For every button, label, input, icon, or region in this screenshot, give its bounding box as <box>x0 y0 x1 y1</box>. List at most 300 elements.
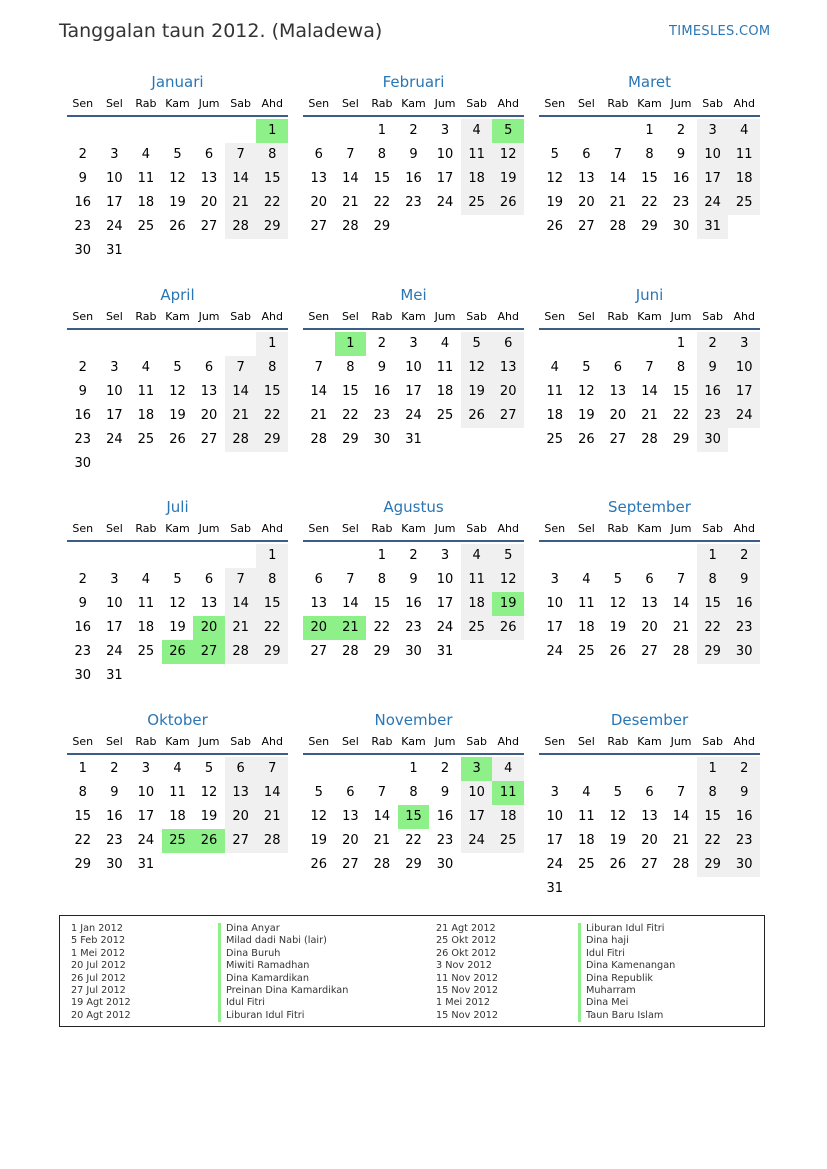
day-cell[interactable]: 9 <box>377 360 387 375</box>
day-cell[interactable]: 27 <box>609 432 627 447</box>
day-cell[interactable]: 14 <box>310 384 328 399</box>
day-cell[interactable]: 12 <box>200 785 218 800</box>
day-cell[interactable]: 15 <box>672 384 690 399</box>
day-cell[interactable]: 17 <box>468 809 485 824</box>
day-cell[interactable]: 7 <box>314 360 323 375</box>
day-cell[interactable]: 16 <box>106 809 123 824</box>
day-cell[interactable]: 15 <box>373 171 391 186</box>
day-cell[interactable]: 19 <box>200 809 218 824</box>
day-cell[interactable]: 2 <box>78 147 87 162</box>
day-cell[interactable]: 28 <box>672 857 690 872</box>
day-cell[interactable]: 22 <box>74 833 92 848</box>
day-cell[interactable]: 9 <box>440 785 450 800</box>
day-cell[interactable]: 18 <box>137 195 155 210</box>
day-cell[interactable]: 30 <box>74 456 92 471</box>
day-cell[interactable]: 28 <box>310 432 328 447</box>
day-cell[interactable]: 1 <box>409 761 418 776</box>
day-cell[interactable]: 10 <box>106 384 123 399</box>
day-cell[interactable]: 18 <box>546 408 564 423</box>
day-cell[interactable]: 22 <box>672 408 690 423</box>
day-cell[interactable]: 4 <box>582 785 591 800</box>
day-cell[interactable]: 12 <box>499 572 517 587</box>
day-cell[interactable]: 2 <box>676 123 686 138</box>
day-cell[interactable]: 3 <box>550 785 559 800</box>
day-cell[interactable]: 3 <box>409 336 418 351</box>
day-cell[interactable]: 18 <box>468 596 485 611</box>
day-cell[interactable]: 6 <box>204 147 214 162</box>
day-cell[interactable]: 16 <box>373 384 391 399</box>
day-cell[interactable]: 20 <box>342 833 359 848</box>
day-cell[interactable]: 11 <box>137 171 155 186</box>
day-cell[interactable]: 14 <box>342 596 359 611</box>
day-cell[interactable]: 14 <box>672 809 690 824</box>
day-cell[interactable]: 31 <box>106 243 123 258</box>
day-cell[interactable]: 6 <box>314 147 323 162</box>
day-cell[interactable]: 6 <box>314 572 323 587</box>
day-cell[interactable]: 2 <box>740 761 749 776</box>
day-cell[interactable]: 21 <box>342 195 359 210</box>
day-cell[interactable]: 27 <box>578 219 595 234</box>
day-cell[interactable]: 16 <box>672 171 690 186</box>
day-cell[interactable]: 27 <box>499 408 517 423</box>
day-cell[interactable]: 21 <box>232 195 249 210</box>
day-cell[interactable]: 31 <box>436 644 454 659</box>
day-cell[interactable]: 2 <box>409 123 418 138</box>
day-cell[interactable]: 21 <box>310 408 328 423</box>
day-cell[interactable]: 17 <box>106 195 123 210</box>
day-cell[interactable]: 31 <box>137 857 155 872</box>
day-cell[interactable]: 15 <box>373 596 391 611</box>
day-cell[interactable]: 26 <box>578 432 595 447</box>
day-cell[interactable]: 2 <box>409 548 418 563</box>
day-cell[interactable]: 4 <box>141 147 151 162</box>
day-cell[interactable]: 23 <box>704 408 721 423</box>
day-cell[interactable]: 5 <box>173 147 182 162</box>
day-cell[interactable]: 14 <box>609 171 627 186</box>
day-cell[interactable]: 13 <box>578 171 595 186</box>
day-cell[interactable]: 29 <box>373 219 391 234</box>
holiday-day-cell[interactable]: 20 <box>303 616 335 640</box>
day-cell[interactable]: 21 <box>641 408 658 423</box>
day-cell[interactable]: 30 <box>74 668 92 683</box>
day-cell[interactable]: 17 <box>436 596 454 611</box>
holiday-day-cell[interactable]: 5 <box>492 119 524 143</box>
day-cell[interactable]: 30 <box>436 857 454 872</box>
day-cell[interactable]: 12 <box>499 147 517 162</box>
day-cell[interactable]: 2 <box>740 548 749 563</box>
day-cell[interactable]: 21 <box>232 408 249 423</box>
day-cell[interactable]: 26 <box>169 432 186 447</box>
holiday-day-cell[interactable]: 19 <box>492 592 524 616</box>
day-cell[interactable]: 23 <box>106 833 123 848</box>
day-cell[interactable]: 24 <box>405 408 422 423</box>
day-cell[interactable]: 28 <box>342 644 359 659</box>
day-cell[interactable]: 22 <box>373 195 391 210</box>
day-cell[interactable]: 11 <box>578 809 595 824</box>
day-cell[interactable]: 11 <box>137 384 155 399</box>
day-cell[interactable]: 20 <box>609 408 627 423</box>
day-cell[interactable]: 12 <box>609 596 627 611</box>
day-cell[interactable]: 10 <box>106 596 123 611</box>
day-cell[interactable]: 24 <box>704 195 721 210</box>
day-cell[interactable]: 16 <box>704 384 721 399</box>
day-cell[interactable]: 24 <box>106 644 123 659</box>
holiday-day-cell[interactable]: 20 <box>193 616 225 640</box>
day-cell[interactable]: 9 <box>740 572 749 587</box>
day-cell[interactable]: 7 <box>676 572 686 587</box>
day-cell[interactable]: 13 <box>310 596 328 611</box>
day-cell[interactable]: 14 <box>641 384 658 399</box>
day-cell[interactable]: 1 <box>377 548 387 563</box>
day-cell[interactable]: 30 <box>74 243 92 258</box>
day-cell[interactable]: 26 <box>169 219 186 234</box>
day-cell[interactable]: 20 <box>200 195 218 210</box>
day-cell[interactable]: 5 <box>504 548 513 563</box>
day-cell[interactable]: 2 <box>78 572 87 587</box>
holiday-day-cell[interactable]: 21 <box>335 616 367 640</box>
holiday-day-cell[interactable]: 11 <box>492 781 524 805</box>
day-cell[interactable]: 2 <box>708 336 717 351</box>
day-cell[interactable]: 12 <box>310 809 328 824</box>
day-cell[interactable]: 13 <box>200 171 218 186</box>
day-cell[interactable]: 10 <box>704 147 721 162</box>
day-cell[interactable]: 24 <box>106 432 123 447</box>
day-cell[interactable]: 16 <box>74 195 92 210</box>
day-cell[interactable]: 30 <box>672 219 690 234</box>
day-cell[interactable]: 23 <box>735 833 753 848</box>
day-cell[interactable]: 22 <box>342 408 359 423</box>
day-cell[interactable]: 9 <box>676 147 686 162</box>
day-cell[interactable]: 26 <box>468 408 485 423</box>
day-cell[interactable]: 9 <box>708 360 717 375</box>
day-cell[interactable]: 30 <box>735 644 753 659</box>
day-cell[interactable]: 17 <box>106 408 123 423</box>
day-cell[interactable]: 10 <box>137 785 155 800</box>
day-cell[interactable]: 7 <box>236 572 245 587</box>
day-cell[interactable]: 27 <box>641 857 658 872</box>
day-cell[interactable]: 13 <box>342 809 359 824</box>
day-cell[interactable]: 22 <box>704 833 721 848</box>
day-cell[interactable]: 4 <box>472 548 481 563</box>
day-cell[interactable]: 8 <box>377 147 387 162</box>
day-cell[interactable]: 29 <box>672 432 690 447</box>
day-cell[interactable]: 24 <box>468 833 485 848</box>
day-cell[interactable]: 8 <box>377 572 387 587</box>
day-cell[interactable]: 19 <box>609 620 627 635</box>
day-cell[interactable]: 5 <box>173 572 182 587</box>
day-cell[interactable]: 6 <box>346 785 355 800</box>
day-cell[interactable]: 8 <box>346 360 355 375</box>
day-cell[interactable]: 7 <box>377 785 387 800</box>
day-cell[interactable]: 11 <box>169 785 186 800</box>
brand-link[interactable]: TIMESLES.COM <box>669 24 771 39</box>
day-cell[interactable]: 27 <box>232 833 249 848</box>
day-cell[interactable]: 24 <box>735 408 753 423</box>
day-cell[interactable]: 13 <box>609 384 627 399</box>
day-cell[interactable]: 15 <box>704 809 721 824</box>
day-cell[interactable]: 24 <box>436 620 454 635</box>
day-cell[interactable]: 24 <box>106 219 123 234</box>
day-cell[interactable]: 6 <box>204 572 214 587</box>
holiday-day-cell[interactable]: 1 <box>256 119 288 143</box>
day-cell[interactable]: 18 <box>137 408 155 423</box>
day-cell[interactable]: 15 <box>704 596 721 611</box>
day-cell[interactable]: 20 <box>578 195 595 210</box>
day-cell[interactable]: 9 <box>409 572 418 587</box>
day-cell[interactable]: 26 <box>546 219 564 234</box>
day-cell[interactable]: 25 <box>546 432 564 447</box>
day-cell[interactable]: 26 <box>609 857 627 872</box>
day-cell[interactable]: 4 <box>504 761 513 776</box>
day-cell[interactable]: 19 <box>169 408 186 423</box>
day-cell[interactable]: 10 <box>405 360 422 375</box>
day-cell[interactable]: 23 <box>436 833 454 848</box>
day-cell[interactable]: 30 <box>106 857 123 872</box>
day-cell[interactable]: 3 <box>440 548 450 563</box>
day-cell[interactable]: 3 <box>550 572 559 587</box>
day-cell[interactable]: 31 <box>106 668 123 683</box>
day-cell[interactable]: 7 <box>346 147 355 162</box>
day-cell[interactable]: 28 <box>263 833 281 848</box>
day-cell[interactable]: 27 <box>342 857 359 872</box>
day-cell[interactable]: 6 <box>204 360 214 375</box>
day-cell[interactable]: 8 <box>676 360 686 375</box>
day-cell[interactable]: 25 <box>578 644 595 659</box>
day-cell[interactable]: 16 <box>74 620 92 635</box>
day-cell[interactable]: 12 <box>609 809 627 824</box>
day-cell[interactable]: 27 <box>641 644 658 659</box>
day-cell[interactable]: 27 <box>310 219 328 234</box>
day-cell[interactable]: 16 <box>436 809 454 824</box>
day-cell[interactable]: 7 <box>645 360 654 375</box>
day-cell[interactable]: 19 <box>169 195 186 210</box>
day-cell[interactable]: 29 <box>263 644 281 659</box>
day-cell[interactable]: 26 <box>609 644 627 659</box>
day-cell[interactable]: 18 <box>735 171 753 186</box>
day-cell[interactable]: 13 <box>200 596 218 611</box>
day-cell[interactable]: 5 <box>472 336 481 351</box>
day-cell[interactable]: 15 <box>263 171 281 186</box>
day-cell[interactable]: 19 <box>578 408 595 423</box>
day-cell[interactable]: 29 <box>373 644 391 659</box>
day-cell[interactable]: 13 <box>310 171 328 186</box>
holiday-day-cell[interactable]: 27 <box>193 640 225 664</box>
day-cell[interactable]: 6 <box>645 572 654 587</box>
day-cell[interactable]: 7 <box>676 785 686 800</box>
day-cell[interactable]: 26 <box>499 620 517 635</box>
day-cell[interactable]: 5 <box>314 785 323 800</box>
day-cell[interactable]: 14 <box>232 384 249 399</box>
day-cell[interactable]: 17 <box>106 620 123 635</box>
day-cell[interactable]: 13 <box>232 785 249 800</box>
day-cell[interactable]: 21 <box>373 833 391 848</box>
day-cell[interactable]: 11 <box>468 572 485 587</box>
day-cell[interactable]: 15 <box>263 596 281 611</box>
day-cell[interactable]: 16 <box>405 171 422 186</box>
day-cell[interactable]: 1 <box>78 761 87 776</box>
day-cell[interactable]: 2 <box>78 360 87 375</box>
day-cell[interactable]: 11 <box>436 360 454 375</box>
day-cell[interactable]: 7 <box>346 572 355 587</box>
day-cell[interactable]: 22 <box>704 620 721 635</box>
day-cell[interactable]: 12 <box>468 360 485 375</box>
day-cell[interactable]: 1 <box>708 761 717 776</box>
day-cell[interactable]: 18 <box>169 809 186 824</box>
day-cell[interactable]: 14 <box>263 785 281 800</box>
day-cell[interactable]: 28 <box>232 432 249 447</box>
day-cell[interactable]: 20 <box>641 620 658 635</box>
day-cell[interactable]: 5 <box>173 360 182 375</box>
day-cell[interactable]: 18 <box>578 620 595 635</box>
day-cell[interactable]: 29 <box>74 857 92 872</box>
day-cell[interactable]: 25 <box>137 432 155 447</box>
day-cell[interactable]: 4 <box>173 761 182 776</box>
day-cell[interactable]: 29 <box>342 432 359 447</box>
day-cell[interactable]: 10 <box>546 809 564 824</box>
day-cell[interactable]: 2 <box>377 336 387 351</box>
day-cell[interactable]: 28 <box>609 219 627 234</box>
day-cell[interactable]: 12 <box>578 384 595 399</box>
day-cell[interactable]: 21 <box>232 620 249 635</box>
day-cell[interactable]: 31 <box>704 219 721 234</box>
day-cell[interactable]: 20 <box>641 833 658 848</box>
day-cell[interactable]: 9 <box>110 785 119 800</box>
day-cell[interactable]: 14 <box>342 171 359 186</box>
day-cell[interactable]: 10 <box>106 171 123 186</box>
day-cell[interactable]: 11 <box>546 384 564 399</box>
day-cell[interactable]: 17 <box>546 620 564 635</box>
holiday-day-cell[interactable]: 25 <box>162 829 194 853</box>
day-cell[interactable]: 21 <box>609 195 627 210</box>
day-cell[interactable]: 8 <box>78 785 87 800</box>
day-cell[interactable]: 24 <box>436 195 454 210</box>
day-cell[interactable]: 20 <box>200 408 218 423</box>
day-cell[interactable]: 13 <box>641 809 658 824</box>
day-cell[interactable]: 23 <box>672 195 690 210</box>
holiday-day-cell[interactable]: 15 <box>398 805 430 829</box>
day-cell[interactable]: 28 <box>373 857 391 872</box>
day-cell[interactable]: 10 <box>735 360 753 375</box>
day-cell[interactable]: 25 <box>468 620 485 635</box>
day-cell[interactable]: 9 <box>409 147 418 162</box>
day-cell[interactable]: 28 <box>232 644 249 659</box>
day-cell[interactable]: 4 <box>141 360 151 375</box>
day-cell[interactable]: 23 <box>74 644 92 659</box>
day-cell[interactable]: 10 <box>546 596 564 611</box>
day-cell[interactable]: 8 <box>645 147 654 162</box>
day-cell[interactable]: 6 <box>236 761 245 776</box>
day-cell[interactable]: 17 <box>137 809 155 824</box>
day-cell[interactable]: 8 <box>708 785 717 800</box>
day-cell[interactable]: 11 <box>137 596 155 611</box>
day-cell[interactable]: 24 <box>546 644 564 659</box>
day-cell[interactable]: 5 <box>550 147 559 162</box>
day-cell[interactable]: 17 <box>546 833 564 848</box>
day-cell[interactable]: 6 <box>645 785 654 800</box>
day-cell[interactable]: 3 <box>440 123 450 138</box>
day-cell[interactable]: 27 <box>200 432 218 447</box>
day-cell[interactable]: 4 <box>141 572 151 587</box>
day-cell[interactable]: 22 <box>263 620 281 635</box>
day-cell[interactable]: 2 <box>110 761 119 776</box>
day-cell[interactable]: 9 <box>78 171 87 186</box>
day-cell[interactable]: 30 <box>704 432 721 447</box>
day-cell[interactable]: 17 <box>704 171 721 186</box>
day-cell[interactable]: 19 <box>310 833 328 848</box>
day-cell[interactable]: 29 <box>405 857 422 872</box>
holiday-day-cell[interactable]: 26 <box>162 640 194 664</box>
day-cell[interactable]: 3 <box>708 123 717 138</box>
day-cell[interactable]: 25 <box>436 408 454 423</box>
day-cell[interactable]: 6 <box>504 336 513 351</box>
day-cell[interactable]: 1 <box>268 336 277 351</box>
day-cell[interactable]: 25 <box>468 195 485 210</box>
day-cell[interactable]: 11 <box>735 147 753 162</box>
day-cell[interactable]: 14 <box>672 596 690 611</box>
day-cell[interactable]: 16 <box>735 809 753 824</box>
day-cell[interactable]: 21 <box>672 833 690 848</box>
day-cell[interactable]: 18 <box>436 384 454 399</box>
day-cell[interactable]: 6 <box>582 147 591 162</box>
day-cell[interactable]: 22 <box>405 833 422 848</box>
day-cell[interactable]: 5 <box>582 360 591 375</box>
day-cell[interactable]: 25 <box>499 833 517 848</box>
day-cell[interactable]: 1 <box>645 123 654 138</box>
day-cell[interactable]: 7 <box>236 147 245 162</box>
day-cell[interactable]: 18 <box>468 171 485 186</box>
day-cell[interactable]: 23 <box>74 432 92 447</box>
day-cell[interactable]: 25 <box>578 857 595 872</box>
day-cell[interactable]: 3 <box>110 572 119 587</box>
day-cell[interactable]: 23 <box>74 219 92 234</box>
holiday-day-cell[interactable]: 1 <box>335 332 367 356</box>
day-cell[interactable]: 18 <box>499 809 517 824</box>
day-cell[interactable]: 28 <box>232 219 249 234</box>
day-cell[interactable]: 14 <box>232 171 249 186</box>
day-cell[interactable]: 29 <box>263 219 281 234</box>
day-cell[interactable]: 11 <box>578 596 595 611</box>
day-cell[interactable]: 8 <box>268 360 277 375</box>
day-cell[interactable]: 29 <box>704 644 721 659</box>
day-cell[interactable]: 8 <box>409 785 418 800</box>
day-cell[interactable]: 17 <box>405 384 422 399</box>
day-cell[interactable]: 7 <box>613 147 623 162</box>
day-cell[interactable]: 19 <box>546 195 564 210</box>
day-cell[interactable]: 23 <box>405 620 422 635</box>
day-cell[interactable]: 27 <box>310 644 328 659</box>
day-cell[interactable]: 4 <box>550 360 559 375</box>
day-cell[interactable]: 26 <box>310 857 328 872</box>
day-cell[interactable]: 24 <box>546 857 564 872</box>
day-cell[interactable]: 17 <box>436 171 454 186</box>
holiday-day-cell[interactable]: 26 <box>193 829 225 853</box>
day-cell[interactable]: 7 <box>236 360 245 375</box>
day-cell[interactable]: 5 <box>204 761 214 776</box>
day-cell[interactable]: 10 <box>468 785 485 800</box>
day-cell[interactable]: 23 <box>373 408 391 423</box>
day-cell[interactable]: 30 <box>405 644 422 659</box>
day-cell[interactable]: 12 <box>546 171 564 186</box>
day-cell[interactable]: 18 <box>578 833 595 848</box>
day-cell[interactable]: 19 <box>169 620 186 635</box>
day-cell[interactable]: 20 <box>310 195 328 210</box>
day-cell[interactable]: 15 <box>342 384 359 399</box>
day-cell[interactable]: 2 <box>440 761 450 776</box>
day-cell[interactable]: 12 <box>169 596 186 611</box>
day-cell[interactable]: 1 <box>676 336 686 351</box>
day-cell[interactable]: 8 <box>268 147 277 162</box>
day-cell[interactable]: 14 <box>373 809 391 824</box>
